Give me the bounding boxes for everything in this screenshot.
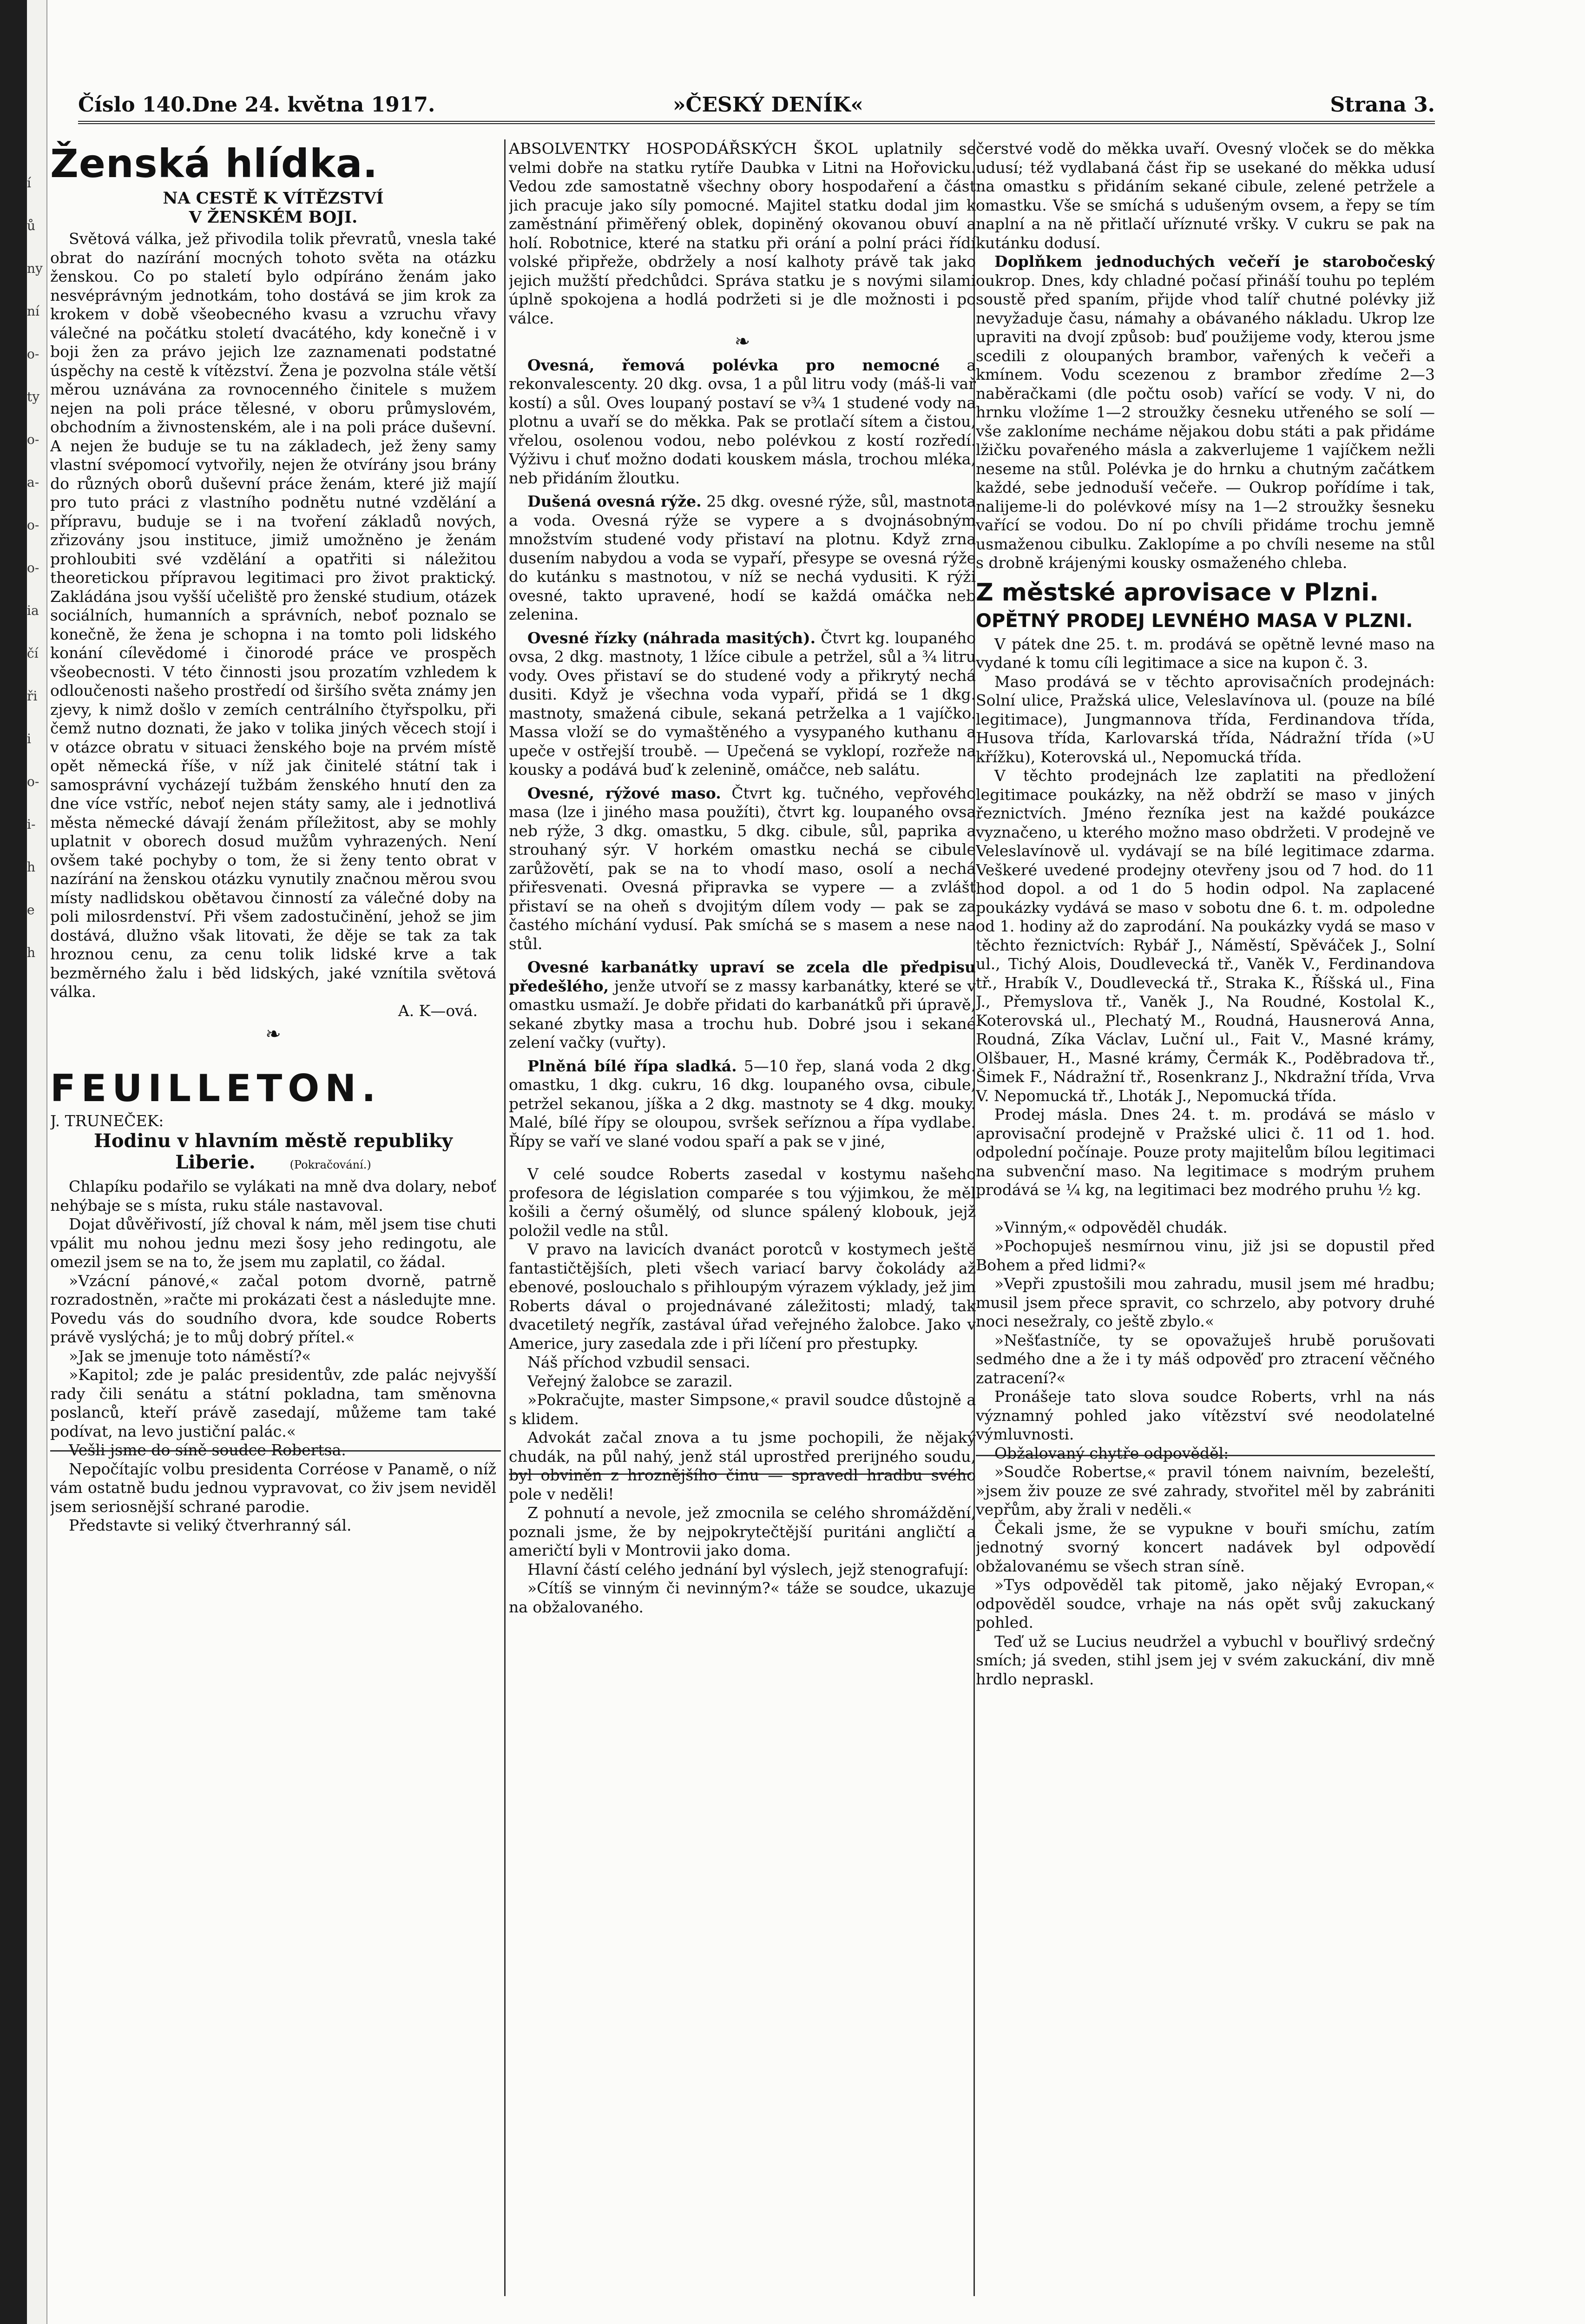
edge-fragment: čí <box>27 646 39 661</box>
masthead: »ČESKÝ DENÍK« <box>673 93 863 117</box>
story-paragraph: V celé soudce Roberts zasedal v kostymu našeho profesora de législation comparée s tou výjimkou, že měl košili a černý ošumělý, od slunce spálený klobouk, jejž položil vedle na stůl. <box>509 1165 976 1240</box>
issue-date: Dne 24. května 1917. <box>192 93 435 117</box>
article-paragraph: čerstvé vodě do měkka uvaří. Ovesný vloček se do měkka udusí; též vydlabaná část řip se usekané do měkka udusí na omastku s přidáním sekané cibule, zelené petržele a omastku. Vše se smíchá s udušeným ovsem, a řepy se tím naplní a na ně přitlačí uříznuté vršky. V cukru se pak na kutánku dodusí. <box>976 139 1435 252</box>
feuilleton-continuation <box>976 1218 1435 1689</box>
recipe-paragraph <box>509 958 976 1052</box>
recipe-paragraph <box>976 252 1435 573</box>
recipe-title: Doplňkem jednoduchých večeří je starobočeský <box>994 252 1435 271</box>
story-paragraph: »Pokračujte, master Simpsone,« pravil soudce důstojně a s klidem. <box>509 1391 976 1428</box>
recipe-title: Plněná bílé řípa sladká. <box>527 1056 737 1075</box>
edge-fragment: í <box>27 175 31 191</box>
story-paragraph: »Cítíš se vinným či nevinným?« táže se soudce, ukazuje na obžalovaného. <box>509 1579 976 1616</box>
title-line: Hodinu v hlavním městě republiky <box>94 1130 453 1152</box>
feuilleton-paragraph: Představte si veliký čtverhranný sál. <box>69 1516 352 1534</box>
feuilleton-paragraph: »Vzácní pánové,« začal potom dvorně, patrně rozradostněn, »račte mi prokázati čest a následujte mne. Povedu vás do soudního dvora, kde soudce Roberts právě vyslýchá; je to můj dobrý přítel.« <box>50 1271 496 1346</box>
story-paragraph: Čekali jsme, že se vypukne v bouři smíchu, zatím jednotný svorný koncert nadávek byl odpovědí obžalovanému se všech stran síně. <box>976 1519 1435 1575</box>
story-paragraph: Z pohnutí a nevole, jež zmocnila se celého shromáždění, poznali jsme, že by nejpokrytečtější puritáni angličtí a američtí byli v Montrovii jako doma. <box>509 1504 976 1559</box>
section-heading-womens-watch: Ženská hlídka. <box>50 141 378 186</box>
edge-fragment: ní <box>27 304 39 319</box>
story-paragraph: Pronášeje tato slova soudce Roberts, vrhl na nás významný pohled jako vítězství své neodolatelné výmluvnosti. <box>976 1387 1435 1443</box>
feuilleton-paragraph: Dojat důvěřivostí, jíž choval k nám, měl jsem tise chuti vpálit mu nohou jednu mezi šosy jeho redingotu, ale omezil jsem se na to, že jsem mu zaplatil, co žádal. <box>50 1215 496 1271</box>
edge-fragment: ny <box>27 261 43 276</box>
story-paragraph: Advokát začal znova a tu jsme pochopili, že nějaký chudák, na půl nahý, jenž stál uprostřed prerijného soudu, byl obviněn z hroznějšího činu — spravedl hradbu svého pole v neděli! <box>509 1428 976 1503</box>
recipe-paragraph <box>509 492 976 624</box>
edge-fragment: ů <box>27 218 36 233</box>
recipe-paragraph <box>509 356 976 488</box>
feuilleton-title <box>50 1130 496 1175</box>
story-paragraph: Teď už se Lucius neudržel a vybuchl v bouřlivý srdečný smích; já sveden, stihl jsem jej v svém zakuckání, div mně hrdlo nepraskl. <box>976 1632 1435 1688</box>
recipe-text: jenže utvoří se z massy karbanátky, které se v omastku usmaží. Je dobře přidati do karbanátků při úpravě, sekané zbytky masa a trochu hub. Dobré jsou i sekané zelení vačky (vuřty). <box>509 977 976 1051</box>
recipe-title: Ovesné, rýžové maso. <box>527 784 721 802</box>
recipes-list <box>509 356 976 1151</box>
recipe-text: a rekonvalescenty. 20 dkg. ovsa, 1 a půl litru vody (máš-li vař kostí) a sůl. Oves loupaný postaví se v¾ 1 studené vody na plotnu a uvaří se do měkka. Pak se protlačí sítem a čistou, vřelou, osolenou vodou, nebo polévkou z kostí rozředí. Výživu i chuť možno dodati kouskem másla, trochou mléka, neb přidáním žloutku. <box>509 356 976 487</box>
aprovisace-paragraph: V pátek dne 25. t. m. prodává se opětně levné maso na vydané k tomu cíli legitimace a sice na kupon č. 3. <box>976 634 1435 672</box>
feuilleton-continuation <box>509 1165 976 1617</box>
recipe-text: 5—10 řep, slaná voda 2 dkg. omastku, 1 dkg. cukru, 16 dkg. loupaného ovsa, cibule, petržel sekanou, jíška a 2 dkg. mastnoty se 4 dkg. mouky. Malé, bílé řípy se oloupou, svršek seříznou a řípa vydlabe. Řípy se vaří ve slané vodou spaří a pak se v jiné, <box>509 1056 976 1150</box>
title-line <box>50 1152 496 1175</box>
feuilleton-paragraph: »Jak se jmenuje toto náměstí?« <box>69 1347 311 1365</box>
recipe-text: Čtvrt kg. loupaného ovsa, 2 dkg. mastnoty, 1 lžíce cibule a petržel, sůl a ¾ litru vody. Oves přistaví se do studené vody a přikrytý nechá dusiti. Když je všechna voda vypaří, přidá se 1 dkg. mastnoty, smažená cibule, sekaná petrželka a 1 vajíčko. Massa vloží se do vymaštěného a vysypaného kuthanu a upeče v ostřejší troubě. — Upečená se vyklopí, rozřeže na kousky a podává buď k zelenině, omáčce, neb salátu. <box>509 628 976 779</box>
edge-fragment: o- <box>27 560 39 575</box>
recipe-text: oukrop. Dnes, kdy chladné počasí přináší touhu po teplém soustě před spaním, přijde vhod talíř chutné polévky již nevyžaduje času, námahy a obávaného nákladu. Ukrop lze upraviti na dvojí způsob: buď použijeme vody, kterou jsme scedili z oloupaných brambor, vařených k večeři a kmínem. Vodu scezenou z brambor zředíme 2—3 naběračkami (dle počtu osob) vařící se vody. V ni, do hrnku vložíme 1—2 stroužky česneku utřeného se solí — vše zakloníme necháme nějakou dobu státi a pak přidáme lžičku povařeného másla a zakverlujeme 1 vajíčkem nežli neseme na stůl. Polévka je do hrnku a chutným začátkem každé, sebe jednoduší večeře. — Oukrop pořídíme i tak, nalijeme-li do polévkové mísy na 1—2 stroužky šesneku vařící se vodou. Do ní po chvíli přidáme trochu jemně usmaženou cibulku. Zaklopíme a po chvíli neseme na stůl s drobně krájenými kousky osmaženého chleba. <box>976 271 1435 572</box>
recipe-paragraph <box>509 1057 976 1151</box>
edge-fragment: i <box>27 731 31 746</box>
feuilleton-paragraph: Nepočítajíc volbu presidenta Corréose v Panamě, o níž vám ostatně budu jednou vypravovat, co živ jsem neviděl jsem seriosnější schrané parodie. <box>50 1459 496 1516</box>
edge-fragment: o- <box>27 774 39 789</box>
edge-fragment: ři <box>27 688 38 704</box>
continuation-note: (Pokračování.) <box>289 1158 371 1171</box>
edge-fragment: h <box>27 859 36 875</box>
ornament-icon: ❧ <box>265 1023 281 1045</box>
feuilleton-paragraph: Vešli jsme do síně soudce Robertsa. <box>69 1441 346 1459</box>
page-header <box>78 93 1435 124</box>
story-paragraph: Náš příchod vzbudil sensaci. <box>527 1353 750 1371</box>
recipe-title: Dušená ovesná rýže. <box>527 492 702 510</box>
column-1 <box>50 139 496 2287</box>
edge-fragment: a- <box>27 475 39 490</box>
ornament-icon: ❧ <box>734 331 750 352</box>
section-heading-plzen: Z městské aprovisace v Plzni. <box>976 578 1379 607</box>
feuilleton-paragraph: Chlapíku podařilo se vylákati na mně dva dolary, neboť nehýbaje se s místa, ruku stále nastavoval. <box>50 1177 496 1215</box>
recipe-title: Ovesné řízky (náhrada masitých). <box>527 628 816 647</box>
scan-border <box>0 0 27 2324</box>
article-paragraph: Světová válka, jež přivodila tolik převratů, vnesla také obrat do nazírání mocných tohoto světa na otázku ženskou. Co po staletí bylo odpíráno ženám jako nesvéprávným jednotkám, toho dostává se jim krok za krokem v době všeobecného kvasu a vzruchu vřavy válečné na počátku století dvacátého, kdy konečně i v boji žen za právo jejich lze zaznamenati podstatné úspěchy na cestě k vítězství. Žena je pozvolna stále větší měrou uznávána za rovnocenného činitele s mužem nejen na poli práce tělesné, v oboru průmyslovém, obchodním a živnostenském, ale i na poli práce duševní. A nejen že buduje se tu na základech, jež ženy samy vlastní svépomocí vytvořily, nejen že otvírány jsou brány do různých oborů duševní práce ženám, které již majíí pro tuto práci z vlastního podnětu nutné vzdělání a přípravu, buduje se i na tvoření základů nových, zřizovány jsou instituce, jimiž umožněno je ženám prohloubiti své vzdělání a opatřiti si náležitou theoretickou přípravou legitimaci pro život praktický. Zakládána jsou vyšší učeliště pro ženské studium, otázek sociálních, humanních a správních, neboť poznalo se konečně, že žena je schopna i na tomto poli lidského konání cílevědomé i činorodé práce ve prospěch všeobecnosti. V této činnosti jsou prozatím vzhledem k odloučenosti našeho prostředí od širšího světa známy jen zjevy, k nimž došlo v zemích centrálního čtyřspolku, při čemž nutno doznati, že jako v tolika jiných věcech stojí i v otázce obratu v situaci ženského boje na prvém místě opět německá říše, v níž jak činitelé státní tak i samosprávní vycházejí tužbám ženského hnutí den za dne více vstříc, neboť nejen státy samy, ale i jednotlivá města německé dávají ženám příležitost, aby se mohly uplatnit v oborech dosud mužům vyhrazených. Není ovšem také pochyby o tom, že si ženy tento obrat v nazírání na ženskou otázku vynutily značnou měrou svou místy nadlidskou obětavou činností za válečné doby na poli milosrdenství. Při všem zadostučinění, jehož se jim dostává, dlužno však litovati, že děje se tak za tak hroznou cenu, za cenu tolik lidské krve a tak bezměrného žalu i běd lidských, jaké vznítila světová válka. <box>50 230 496 1001</box>
aprovisace-paragraph: V těchto prodejnách lze zaplatiti na předložení legitimace poukázky, na něž obdrží se maso v jiných řeznictvích. Jméno řezníka jest na každé poukázce vyznačeno, u kterého možno maso obdržeti. V prodejně ve Veleslavínově ul. vydávají se na bílé legitimace zdarma. Veškeré uvedené prodejny otevřeny jsou od 7 hod. do 11 hod dopol. a od 1 do 5 hodin odpol. Na zaplacené poukázky vydává se maso v sobotu dne 6. t. m. odpoledne od 1. hodiny až do zaprodání. Na poukázky vydá se maso v těchto řeznictvích: Rybář J., Náměstí, Spěváček J., Solní ul., Tichý Alois, Doudlevecká tř., Vaněk V., Ferdinandova tř., Hrabík V., Doudlevecká tř., Straka K., Říšská ul., Fina J., Přemyslova tř., Vaněk J., Na Roudné, Kostolal K., Koterovská ul., Plechatý M., Roudná, Hausnerová Anna, Roudná, Zíka Václav, Luční ul., Fait V., Masné krámy, Olšbauer, H., Masné krámy, Čermák K., Poděbradova tř., Šimek F., Nádražní tř., Rosenkranz J., Nkdražní třída, Vrva V. Nepomucká tř., Lhoták J., Nepomucká třída. <box>976 766 1435 1105</box>
column-rule <box>504 139 506 2296</box>
story-paragraph: »Soudče Robertse,« pravil tónem naivním, bezeleští, »jsem živ pouze ze své zahrady, stvořitel měl by zabrániti vepřům, aby žrali v neděli.« <box>976 1463 1435 1519</box>
edge-fragment: h <box>27 945 36 960</box>
edge-fragment: ty <box>27 389 40 404</box>
adjacent-page-edge <box>27 0 47 2324</box>
story-paragraph: »Pochopuješ nesmírnou vinu, již jsi se dopustil před Bohem a před lidmi?« <box>976 1237 1435 1274</box>
subheading-line: NA CESTĚ K VÍTĚZSTVÍ <box>163 189 384 208</box>
article-author: A. K—ová. <box>398 1001 478 1020</box>
edge-fragment: e <box>27 902 35 918</box>
feuilleton-paragraph: »Kapitol; zde je palác presidentův, zde palác nejvyšší rady čili senátu a státní pokladna, tam směnovna poslanců, kteří právě zasedají, můžeme tam také podívat, na levo justiční palác.« <box>50 1366 496 1440</box>
issue-number: Číslo 140. <box>78 93 192 117</box>
article-subheading <box>50 189 496 227</box>
feuilleton-author: J. TRUNEČEK: <box>50 1111 164 1130</box>
feuilleton-heading: FEUILLETON. <box>50 1066 381 1110</box>
title-line-text: Liberie. <box>175 1151 256 1173</box>
recipe-text: 25 dkg. ovesné rýže, sůl, mastnota a voda. Ovesná rýže se vypere a s dvojnásobným množstvím studené vody přistaví na plotnu. Když zrna dusením nabydou a voda se vypaří, přesype se ovesná rýže do kutánku s mastnotou, v níž se nechá vydusiti. K rýži ovesné, takto upravené, hodí se každá omáčka neb zelenina. <box>509 492 976 623</box>
column-2 <box>509 139 976 2287</box>
edge-fragment: o- <box>27 517 39 533</box>
aprovisace-body <box>976 635 1435 1200</box>
aprovisace-paragraph: Maso prodává se v těchto aprovisačních prodejnách: Solní ulice, Pražská ulice, Veleslavínova ul. (pouze na bílé legitimace), Jungmannova třída, Ferdinandova třída, Husova třída, Karlovarská třída, Nádražní třída (»U křížku), Koterovská ul., Nepomucká třída. <box>976 672 1435 766</box>
page-number: Strana 3. <box>1330 93 1435 117</box>
article-subheading: OPĚTNÝ PRODEJ LEVNÉHO MASA V PLZNI. <box>976 610 1413 632</box>
recipe-text: Čtvrt kg. tučného, vepřového masa (lze i jiného masa použíti), čtvrt kg. loupaného ovsa neb rýže, 3 dkg. omastku, 5 dkg. cibule, sůl, paprika a strouhaný sýr. V horkém omastku nechá se cibule zarůžovětí, pak se na to vhodí maso, osolí a nechá přiřesvenati. Ovesná připravka se vypere — a zvlášť přistaví se na oheň s dvojitým dílem vody — pak se za častého míchání vydusí. Pak smíchá se s masem a nese na stůl. <box>509 784 976 953</box>
story-paragraph: Hlavní částí celého jednání byl výslech, jejž stenografují: <box>527 1560 969 1578</box>
article-paragraph: ABSOLVENTKY HOSPODÁŘSKÝCH ŠKOL uplatnily se velmi dobře na statku rytíře Daubka v Litni na Hořovicku. Vedou zde samostatně všechny obory hospodaření a část jich pracuje jako síly pomocné. Majitel statku dodal jim k zaměstnání přiměřený oblek, dopiněný okovanou obuví a holí. Robotnice, které na statku při orání a polní práci řídí volské připřeže, obdržely a nosí kalhoty právě tak jako jejich mužští předchůdci. Správa statku je s novými silami úplně spokojena a hodlá podržeti si je dle možnosti i po válce. <box>509 139 976 327</box>
recipe-title: Ovesné karbanátky upraví se zcela dle předpisu předešlého, <box>509 958 976 995</box>
recipe-title: Ovesná, řemová polévka pro nemocné <box>527 356 940 374</box>
aprovisace-paragraph: Prodej másla. Dnes 24. t. m. prodává se máslo v aprovisační prodejně v Pražské ulici č. 11 od 1. hod. odpolední počínaje. Pouze proty majitelům bílou legitimaci na subvenční maso. Na legitimace s modrým pruhem prodává se ¼ kg, na legitimaci bez modrého pruhu ½ kg. <box>976 1105 1435 1199</box>
recipe-paragraph <box>509 784 976 954</box>
edge-fragment: i- <box>27 817 36 832</box>
story-paragraph: Veřejný žalobce se zarazil. <box>527 1372 733 1390</box>
edge-fragment: o- <box>27 346 39 362</box>
feuilleton-body <box>50 1177 496 1535</box>
story-paragraph: Obžalovaný chytře odpověděl: <box>994 1444 1229 1462</box>
story-paragraph: »Tys odpověděl tak pitomě, jako nějaký Evropan,« odpověděl soudce, vrhaje na nás opět svůj zakuckaný pohled. <box>976 1576 1435 1631</box>
recipe-paragraph <box>509 629 976 779</box>
edge-fragment: o- <box>27 432 39 447</box>
subheading-line: V ŽENSKÉM BOJI. <box>189 208 358 227</box>
column-3 <box>976 139 1435 2287</box>
story-paragraph: »Vinným,« odpověděl chudák. <box>994 1218 1228 1236</box>
story-paragraph: »Nešťastníče, ty se opovažuješ hrubě porušovati sedmého dne a že i ty máš odpověď pro ztracení věčného zatracení?« <box>976 1331 1435 1387</box>
story-paragraph: »Vepři zpustošili mou zahradu, musil jsem mé hradbu; musil jsem přece spravit, co schrzelo, aby potvory druhé noci nesežraly, co ještě zbylo.« <box>976 1274 1435 1330</box>
story-paragraph: V pravo na lavicích dvanáct porotců v kostymech ještě fantastičtějších, pleti všech variací barvy čokolády až ebenové, poslouchalo s přihloupým výrazem výklady, jež jim Roberts dával o projednávané záležitosti; mladý, tak dvacetiletý negřík, zastával úřad veřejného žalobce. Jako v Americe, jury zasedala zde i při líčení pro přestupky. <box>509 1240 976 1353</box>
edge-fragment: ia <box>27 603 39 618</box>
